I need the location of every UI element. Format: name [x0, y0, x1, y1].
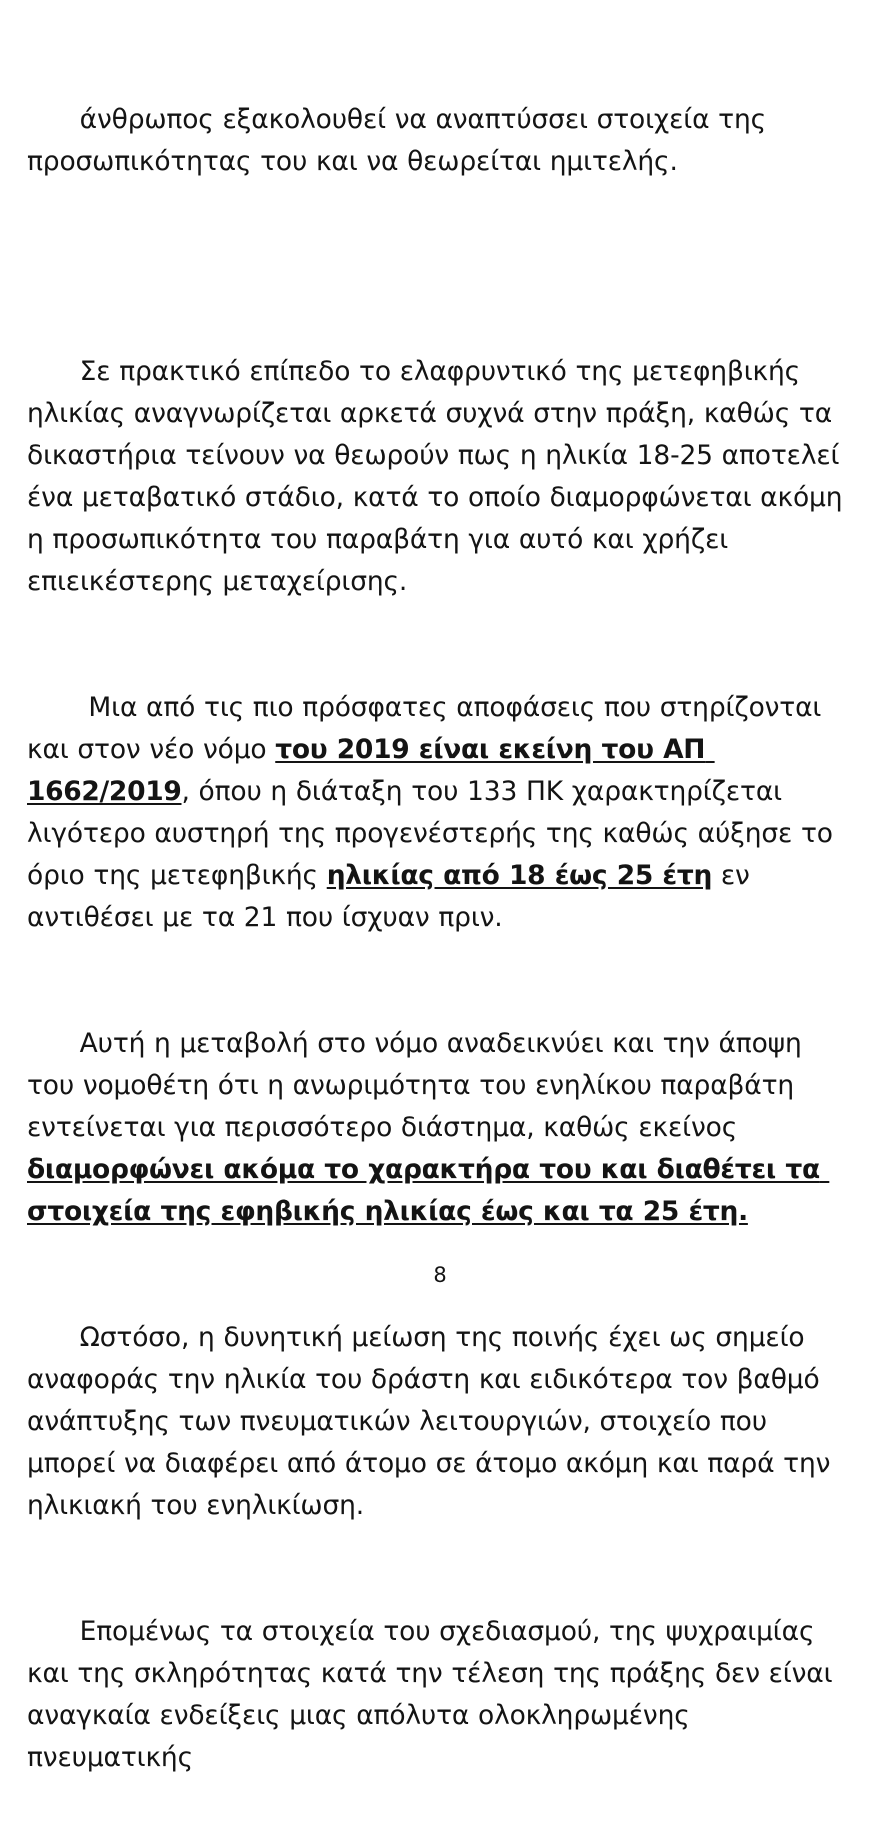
- paragraph-2: [27, 309, 852, 645]
- paragraph-1: [27, 57, 845, 225]
- text-run: Σε πρακτικό επίπεδο το ελαφρυντικό της μετεφηβικής ηλικίας αναγνωρίζεται αρκετά συχνά στην πράξη, καθώς τα δικαστήρια τείνουν να θεωρούν πως η ηλικία 18-25 αποτελεί ένα μεταβατικό στάδιο, κατά το οποίο διαμορφώνεται ακόμη η προσωπικότητα του παραβάτη για αυτό και χρήζει επιεικέστερης μεταχείρισης.: [27, 356, 852, 597]
- text-run: , όπου η διάταξη του 133 ΠΚ χαρακτηρίζεται λιγότερο αυστηρή της προγενέστερής της καθώς αύξησε το όριο της μετεφηβικής: [27, 776, 842, 891]
- text-run: εν αντιθέσει με τα 21 που ίσχυαν πριν.: [27, 860, 759, 933]
- page-number: 8: [433, 1263, 447, 1287]
- text-run: Επομένως τα στοιχεία του σχεδιασμού, της ψυχραιμίας και της σκληρότητας κατά την τέλεση της πράξης δεν είναι αναγκαία ενδείξεις μιας απόλυτα ολοκληρωμένης πνευματικής: [27, 1616, 842, 1773]
- text-run: άνθρωπος εξακολουθεί να αναπτύσσει στοιχεία της προσωπικότητας του και να θεωρείται ημιτελής.: [27, 104, 775, 177]
- paragraph-5: [27, 1275, 845, 1569]
- text-run: Μια από τις πιο πρόσφατες αποφάσεις που στηρίζονται και στον νέο νόμο: [27, 692, 831, 765]
- text-run: Αυτή η μεταβολή στο νόμο αναδεικνύει και την άποψη του νομοθέτη ότι η ανωριμότητα του ενηλίκου παραβάτη εντείνεται για περισσότερο διάστημα, καθώς εκείνος: [27, 1028, 811, 1143]
- paragraph-6: [27, 1569, 845, 1821]
- emphasis-bold-underline: διαμορφώνει ακόμα το χαρακτήρα του και διαθέτει τα στοιχεία της εφηβικής ηλικίας έως και τα 25 έτη.: [27, 1154, 830, 1227]
- paragraph-3: [27, 645, 845, 981]
- text-run: Ωστόσο, η δυνητική μείωση της ποινής έχει ως σημείο αναφοράς την ηλικία του δράστη και ειδικότερα τον βαθμό ανάπτυξης των πνευματικών λειτουργιών, στοιχείο που μπορεί να διαφέρει από άτομο σε άτομο ακόμη και παρά την ηλικιακή του ενηλικίωση.: [27, 1322, 840, 1521]
- paragraph-4: [27, 981, 845, 1275]
- emphasis-bold-underline: του 2019 είναι εκείνη του ΑΠ 1662/2019: [27, 734, 715, 807]
- emphasis-bold-underline: ηλικίας από 18 έως 25 έτη: [326, 860, 713, 891]
- page-body-text: [27, 57, 852, 1821]
